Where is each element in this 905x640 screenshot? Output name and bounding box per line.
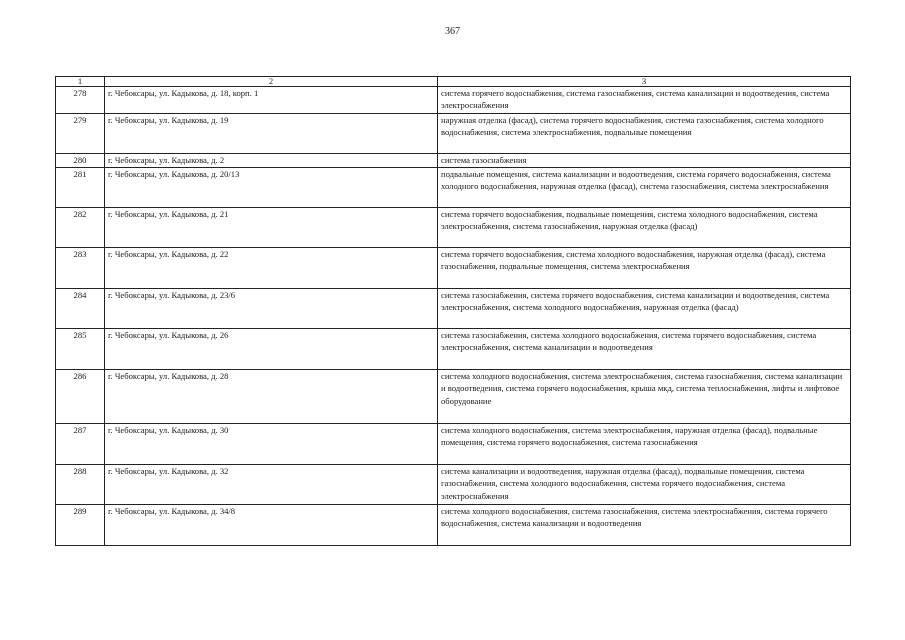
table-row	[56, 114, 851, 154]
buildings-systems-table	[55, 76, 851, 546]
table-row	[56, 248, 851, 289]
row-number: 284	[56, 289, 105, 329]
table-row	[56, 329, 851, 370]
row-address: г. Чебоксары, ул. Кадыкова, д. 34/8	[105, 505, 438, 546]
row-number: 282	[56, 208, 105, 248]
row-address: г. Чебоксары, ул. Кадыкова, д. 18, корп. 1	[105, 87, 438, 114]
row-number: 289	[56, 505, 105, 546]
table-row	[56, 465, 851, 505]
row-number: 280	[56, 154, 105, 168]
table-row	[56, 87, 851, 114]
row-systems: система горячего водоснабжения, подвальные помещения, система холодного водоснабжения, система электроснабжения, система газоснабжения, наружная отделка (фасад)	[438, 208, 851, 248]
row-systems: наружная отделка (фасад), система горячего водоснабжения, система газоснабжения, система холодного водоснабжения, система электроснабжения, подвальные помещения	[438, 114, 851, 154]
row-number: 279	[56, 114, 105, 154]
row-systems: система холодного водоснабжения, система газоснабжения, система электроснабжения, система горячего водоснабжения, система канализации и водоотведения	[438, 505, 851, 546]
row-address: г. Чебоксары, ул. Кадыкова, д. 23/6	[105, 289, 438, 329]
row-systems: система газоснабжения	[438, 154, 851, 168]
row-systems: система горячего водоснабжения, система холодного водоснабжения, наружная отделка (фасад), система газоснабжения, подвальные помещения, система электроснабжения	[438, 248, 851, 289]
table-row	[56, 370, 851, 424]
row-address: г. Чебоксары, ул. Кадыкова, д. 2	[105, 154, 438, 168]
table-row	[56, 154, 851, 168]
table-row	[56, 208, 851, 248]
row-address: г. Чебоксары, ул. Кадыкова, д. 26	[105, 329, 438, 370]
row-number: 287	[56, 424, 105, 465]
column-header-number: 1	[56, 77, 105, 87]
row-number: 286	[56, 370, 105, 424]
table-header-row	[56, 77, 851, 87]
row-address: г. Чебоксары, ул. Кадыкова, д. 28	[105, 370, 438, 424]
row-address: г. Чебоксары, ул. Кадыкова, д. 32	[105, 465, 438, 505]
table-row	[56, 424, 851, 465]
page-number: 367	[445, 26, 460, 37]
row-systems: система канализации и водоотведения, наружная отделка (фасад), подвальные помещения, система газоснабжения, система холодного водоснабжения, система горячего водоснабжения, система электроснабжения	[438, 465, 851, 505]
column-header-systems: 3	[438, 77, 851, 87]
row-address: г. Чебоксары, ул. Кадыкова, д. 22	[105, 248, 438, 289]
row-systems: система горячего водоснабжения, система газоснабжения, система канализации и водоотведения, система электроснабжения	[438, 87, 851, 114]
table-row	[56, 505, 851, 546]
row-systems: система холодного водоснабжения, система электроснабжения, наружная отделка (фасад), подвальные помещения, система горячего водоснабжения, система газоснабжения	[438, 424, 851, 465]
table-row	[56, 289, 851, 329]
row-address: г. Чебоксары, ул. Кадыкова, д. 19	[105, 114, 438, 154]
row-systems: система газоснабжения, система холодного водоснабжения, система горячего водоснабжения, система электроснабжения, система канализации и водоотведения	[438, 329, 851, 370]
row-number: 285	[56, 329, 105, 370]
row-systems: система холодного водоснабжения, система электроснабжения, система газоснабжения, система канализации и водоотведения, система горячего водоснабжения, крыша мкд, система теплоснабжения, лифты и лифтовое оборудование	[438, 370, 851, 424]
row-address: г. Чебоксары, ул. Кадыкова, д. 21	[105, 208, 438, 248]
row-systems: подвальные помещения, система канализации и водоотведения, система горячего водоснабжения, система холодного водоснабжения, наружная отделка (фасад), система газоснабжения, система электроснабжения	[438, 168, 851, 208]
row-systems: система газоснабжения, система горячего водоснабжения, система канализации и водоотведения, система электроснабжения, система холодного водоснабжения, наружная отделка (фасад)	[438, 289, 851, 329]
row-number: 281	[56, 168, 105, 208]
row-number: 288	[56, 465, 105, 505]
row-number: 283	[56, 248, 105, 289]
row-address: г. Чебоксары, ул. Кадыкова, д. 20/13	[105, 168, 438, 208]
row-number: 278	[56, 87, 105, 114]
column-header-address: 2	[105, 77, 438, 87]
row-address: г. Чебоксары, ул. Кадыкова, д. 30	[105, 424, 438, 465]
table-row	[56, 168, 851, 208]
